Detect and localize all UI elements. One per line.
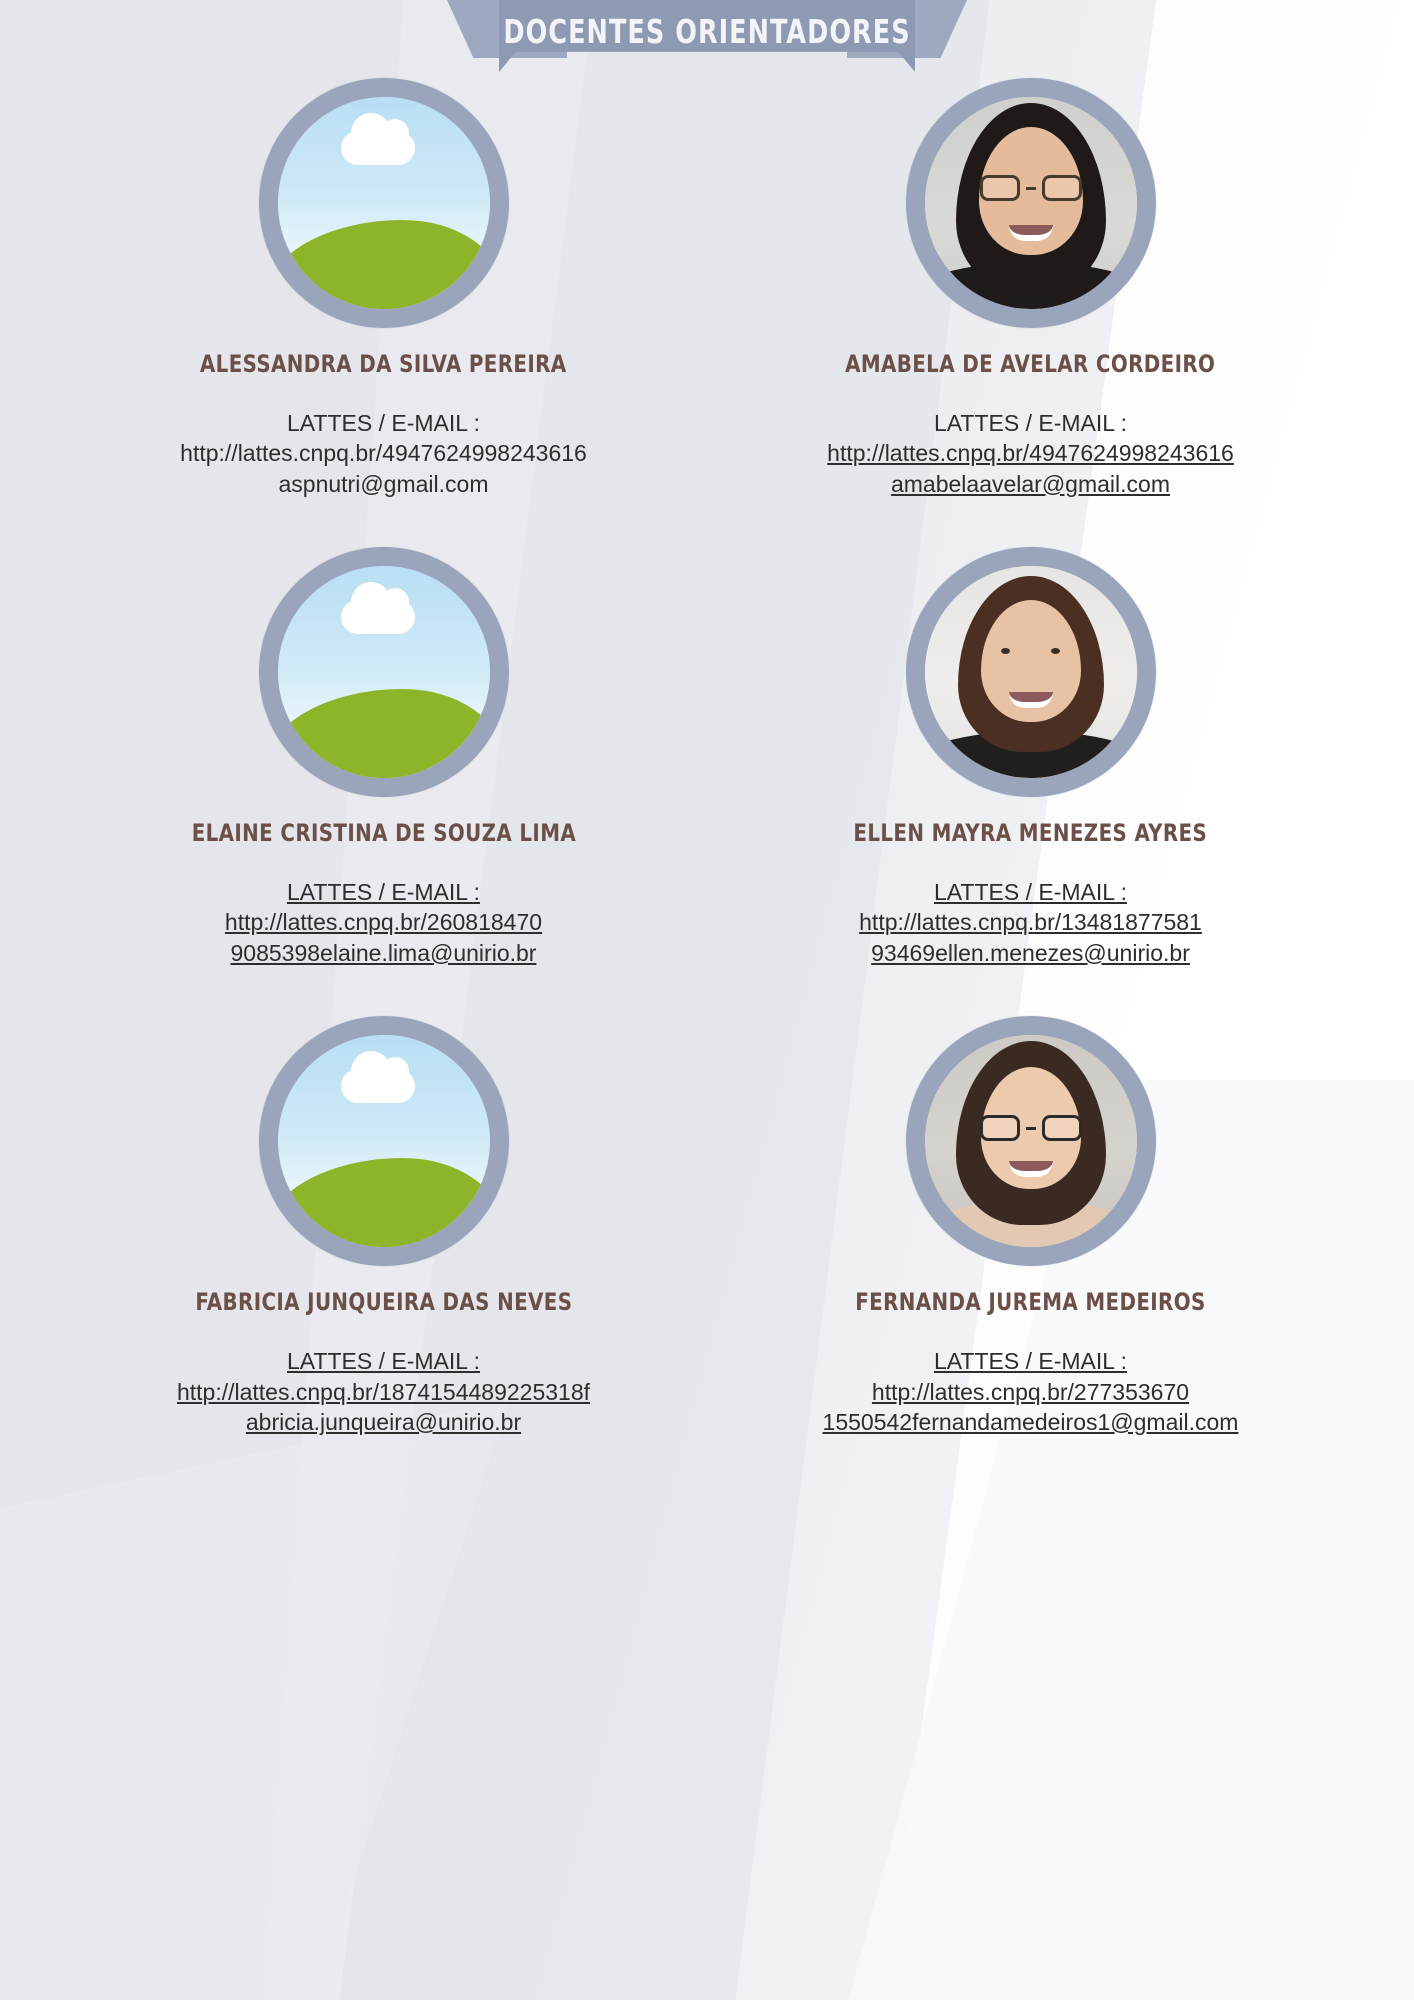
docente-name: FERNANDA JUREMA MEDEIROS (855, 1288, 1206, 1317)
contact-label: LATTES / E-MAIL : (287, 410, 480, 436)
portrait-woman-dark-glasses-icon (925, 1035, 1137, 1247)
contact-label: LATTES / E-MAIL : (934, 410, 1127, 436)
docente-contact (180, 408, 587, 499)
portrait-woman-glasses-icon (925, 97, 1137, 309)
avatar (906, 78, 1156, 328)
lattes-link[interactable]: http://lattes.cnpq.br/4947624998243616 (180, 440, 587, 467)
page-title: DOCENTES ORIENTADORES (503, 11, 911, 51)
email-text[interactable]: aspnutri@gmail.com (278, 470, 489, 497)
email-link[interactable]: 9085398elaine.lima@unirio.br (230, 939, 537, 966)
contact-label: LATTES / E-MAIL : (287, 1348, 480, 1375)
email-link[interactable]: 1550542fernandamedeiros1@gmail.com (822, 1408, 1239, 1435)
lattes-link[interactable]: http://lattes.cnpq.br/260818470 (224, 909, 543, 936)
cloud-icon (341, 131, 415, 165)
avatar-image-placeholder (278, 1035, 490, 1247)
docente-card (707, 547, 1414, 968)
docente-contact (827, 408, 1234, 499)
lattes-link[interactable]: http://lattes.cnpq.br/4947624998243616 (827, 440, 1234, 467)
docente-contact (823, 1346, 1239, 1437)
cloud-icon (341, 600, 415, 634)
lattes-link[interactable]: http://lattes.cnpq.br/13481877581 (859, 909, 1202, 936)
lattes-link[interactable]: http://lattes.cnpq.br/277353670 (871, 1378, 1190, 1405)
email-link[interactable]: abricia.junqueira@unirio.br (245, 1408, 522, 1435)
portrait-woman-smiling-icon (925, 566, 1137, 778)
contact-label: LATTES / E-MAIL : (934, 879, 1127, 906)
avatar-photo (925, 1035, 1137, 1247)
avatar-image-placeholder (278, 97, 490, 309)
docente-name: ELAINE CRISTINA DE SOUZA LIMA (191, 819, 576, 848)
docente-name: ALESSANDRA DA SILVA PEREIRA (200, 350, 567, 378)
docente-card (0, 547, 707, 968)
avatar (259, 547, 509, 797)
docentes-grid (0, 78, 1414, 1437)
avatar-photo (925, 97, 1137, 309)
avatar (259, 1016, 509, 1266)
avatar-photo (925, 566, 1137, 778)
docente-card (707, 1016, 1414, 1437)
cloud-icon (341, 1069, 415, 1103)
email-link[interactable]: 93469ellen.menezes@unirio.br (871, 939, 1190, 966)
docente-contact (859, 877, 1202, 968)
lattes-link[interactable]: http://lattes.cnpq.br/1874154489225318f (176, 1378, 591, 1405)
avatar (906, 1016, 1156, 1266)
contact-label: LATTES / E-MAIL : (287, 879, 480, 906)
avatar (259, 78, 509, 328)
docente-contact (225, 877, 542, 968)
docente-name: ELLEN MAYRA MENEZES AYRES (853, 819, 1208, 848)
docente-card (0, 78, 707, 499)
docente-name: AMABELA DE AVELAR CORDEIRO (845, 350, 1216, 378)
docente-name: FABRICIA JUNQUEIRA DAS NEVES (194, 1288, 573, 1317)
docente-card (0, 1016, 707, 1437)
avatar (906, 547, 1156, 797)
docente-card (707, 78, 1414, 499)
docente-contact (177, 1346, 590, 1437)
header-ribbon (447, 0, 967, 86)
contact-label: LATTES / E-MAIL : (934, 1348, 1127, 1375)
avatar-image-placeholder (278, 566, 490, 778)
email-link[interactable]: amabelaavelar@gmail.com (890, 470, 1170, 497)
